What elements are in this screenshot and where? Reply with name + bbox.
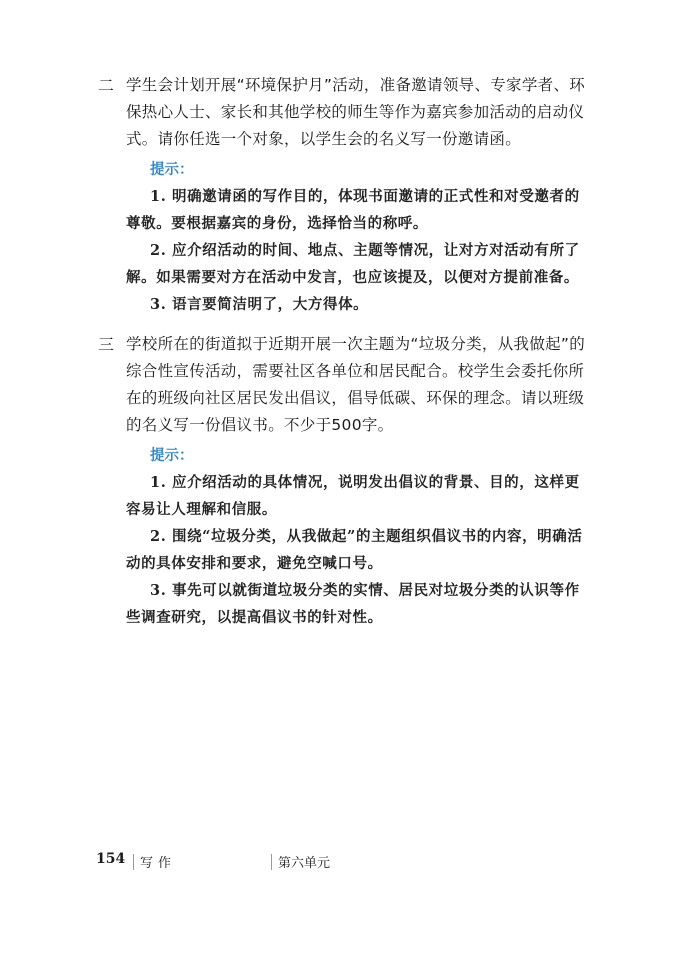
- hint-item: 1. 明确邀请函的写作目的，体现书面邀请的正式性和对受邀者的尊敬。要根据嘉宾的身份，选择恰当的称呼。: [126, 188, 580, 232]
- hint-item: 2. 围绕“垃圾分类，从我做起”的主题组织倡议书的内容，明确活动的具体安排和要求，避免空喊口号。: [126, 528, 583, 572]
- hint-item: 1. 应介绍活动的具体情况，说明发出倡议的背景、目的，这样更容易让人理解和信服。: [126, 474, 580, 518]
- exercise-number: 三: [98, 335, 115, 354]
- hint-item: 3. 事先可以就街道垃圾分类的实情、居民对垃圾分类的认识等作些调查研究，以提高倡议书的针对性。: [126, 582, 580, 626]
- exercise-prompt-text: 学生会计划开展“环境保护月”活动，准备邀请领导、专家学者、环保热心人士、家长和其他学校的师生等作为嘉宾参加活动的启动仪式。请你任选一个对象，以学生会的名义写一份邀请函。: [126, 76, 586, 148]
- hint-item: 2. 应介绍活动的时间、地点、主题等情况，让对方对活动有所了解。如果需要对方在活动中发言，也应该提及，以便对方提前准备。: [126, 242, 580, 286]
- exercise-two: [96, 72, 596, 318]
- footer-divider: [133, 854, 134, 870]
- hint-list: [126, 183, 588, 318]
- exercise-prompt-text: 学校所在的街道拟于近期开展一次主题为“垃圾分类，从我做起”的综合性宣传活动，需要社区各单位和居民配合。校学生会委托你所在的班级向社区居民发出倡议，倡导低碳、环保的理念。请以班级的名义写一份倡议书。不少于500字。: [126, 335, 586, 434]
- hint-item: 3. 语言要简洁明了，大方得体。: [150, 296, 369, 313]
- exercise-prompt: [96, 331, 596, 439]
- hint-list: [126, 469, 588, 631]
- page-footer: [96, 851, 496, 873]
- footer-section-name: 写作: [140, 856, 177, 871]
- exercise-prompt: [96, 72, 596, 153]
- exercise-number: 二: [98, 76, 115, 95]
- page-number: 154: [96, 851, 126, 867]
- hint-label: 提示：: [150, 162, 194, 178]
- footer-unit-name: 第六单元: [278, 856, 331, 871]
- footer-divider: [271, 854, 272, 870]
- exercise-three: [96, 331, 596, 631]
- hint-label: 提示：: [150, 448, 194, 464]
